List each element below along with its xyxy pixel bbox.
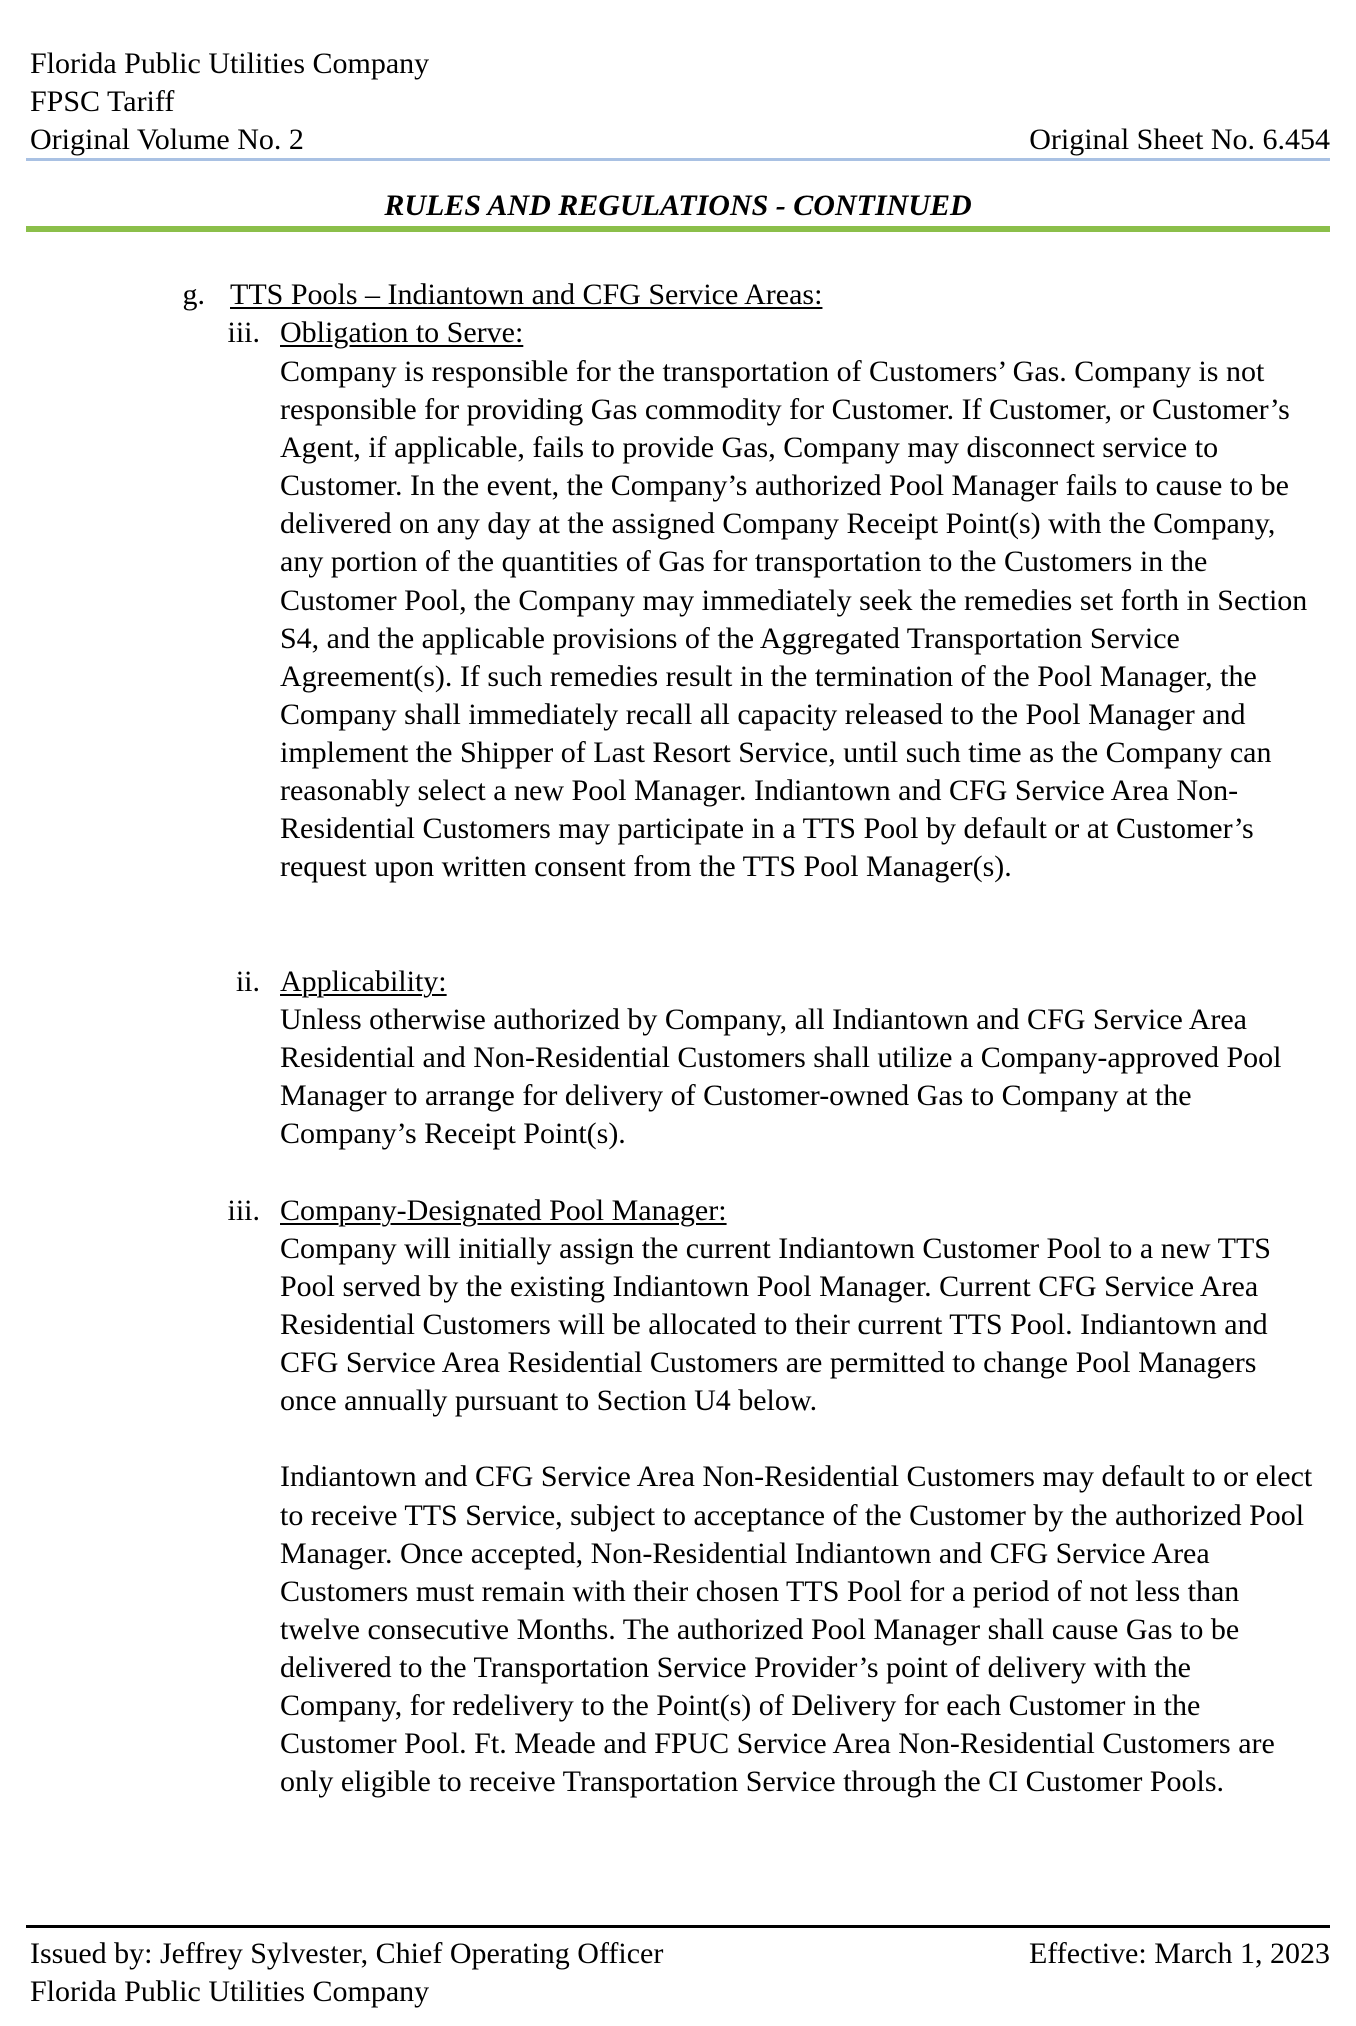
section-banner: RULES AND REGULATIONS - CONTINUED: [384, 189, 972, 222]
header-tariff: FPSC Tariff: [30, 85, 175, 118]
item-1-body: [280, 353, 1320, 886]
section-title: TTS Pools – Indiantown and CFG Service Areas:: [230, 278, 823, 311]
header-company: Florida Public Utilities Company: [30, 47, 430, 80]
footer-effective-date: Effective: March 1, 2023: [1028, 1937, 1330, 1970]
item-3-marker: iii.: [227, 1194, 260, 1227]
item-3-body: [280, 1230, 1320, 1801]
item-1-marker: iii.: [227, 316, 260, 349]
item-3-paragraph-1: Company will initially assign the current Indiantown Customer Pool to a new TTS Pool served by the existing Indiantown Pool Manager. Current CFG Service Area Residential Customers will be allocated to their current TTS Pool. Indiantown and CFG Service Area Residential Customers are permitted to change Pool Managers once annually pursuant to Section U4 below.: [280, 1232, 1271, 1418]
item-2-marker: ii.: [235, 965, 260, 998]
header-sheet-number: Original Sheet No. 6.454: [1029, 123, 1330, 156]
item-2-title: Applicability:: [280, 965, 447, 998]
header-volume: Original Volume No. 2: [30, 123, 304, 156]
item-3-paragraph-2: Indiantown and CFG Service Area Non-Residential Customers may default to or elect to receive TTS Service, subject to acceptance of the Customer by the authorized Pool Manager. Once accepted, Non-Residential Indiantown and CFG Service Area Customers must remain with their chosen TTS Pool for a period of not less than twelve consecutive Months. The authorized Pool Manager shall cause Gas to be delivered to the Transportation Service Provider’s point of delivery with the Company, for redelivery to the Point(s) of Delivery for each Customer in the Customer Pool. Ft. Meade and FPUC Service Area Non-Residential Customers are only eligible to receive Transportation Service through the CI Customer Pools.: [280, 1460, 1313, 1799]
footer-divider: [26, 1925, 1330, 1928]
item-2-paragraph-1: Unless otherwise authorized by Company, all Indiantown and CFG Service Area Residential and Non-Residential Customers shall utilize a Company-approved Pool Manager to arrange for delivery of Customer-owned Gas to Company at the Company’s Receipt Point(s).: [280, 1003, 1282, 1151]
banner-divider: [26, 226, 1330, 232]
item-3-title: Company-Designated Pool Manager:: [280, 1194, 727, 1227]
item-1-title: Obligation to Serve:: [280, 316, 524, 349]
footer-company: Florida Public Utilities Company: [30, 1975, 430, 2008]
footer-issued-by: Issued by: Jeffrey Sylvester, Chief Operating Officer: [30, 1937, 664, 1970]
item-1-paragraph-1: Company is responsible for the transportation of Customers’ Gas. Company is not responsible for providing Gas commodity for Customer. If Customer, or Customer’s Agent, if applicable, fails to provide Gas, Company may disconnect service to Customer. In the event, the Company’s authorized Pool Manager fails to cause to be delivered on any day at the assigned Company Receipt Point(s) with the Company, any portion of the quantities of Gas for transportation to the Customers in the Customer Pool, the Company may immediately seek the remedies set forth in Section S4, and the applicable provisions of the Aggregated Transportation Service Agreement(s). If such remedies result in the termination of the Pool Manager, the Company shall immediately recall all capacity released to the Pool Manager and implement the Shipper of Last Resort Service, until such time as the Company can reasonably select a new Pool Manager. Indiantown and CFG Service Area Non-Residential Customers may participate in a TTS Pool by default or at Customer’s request upon written consent from the TTS Pool Manager(s).: [280, 355, 1308, 884]
header-divider: [26, 158, 1330, 161]
section-marker: g.: [182, 278, 205, 311]
item-2-body: [280, 1001, 1320, 1153]
